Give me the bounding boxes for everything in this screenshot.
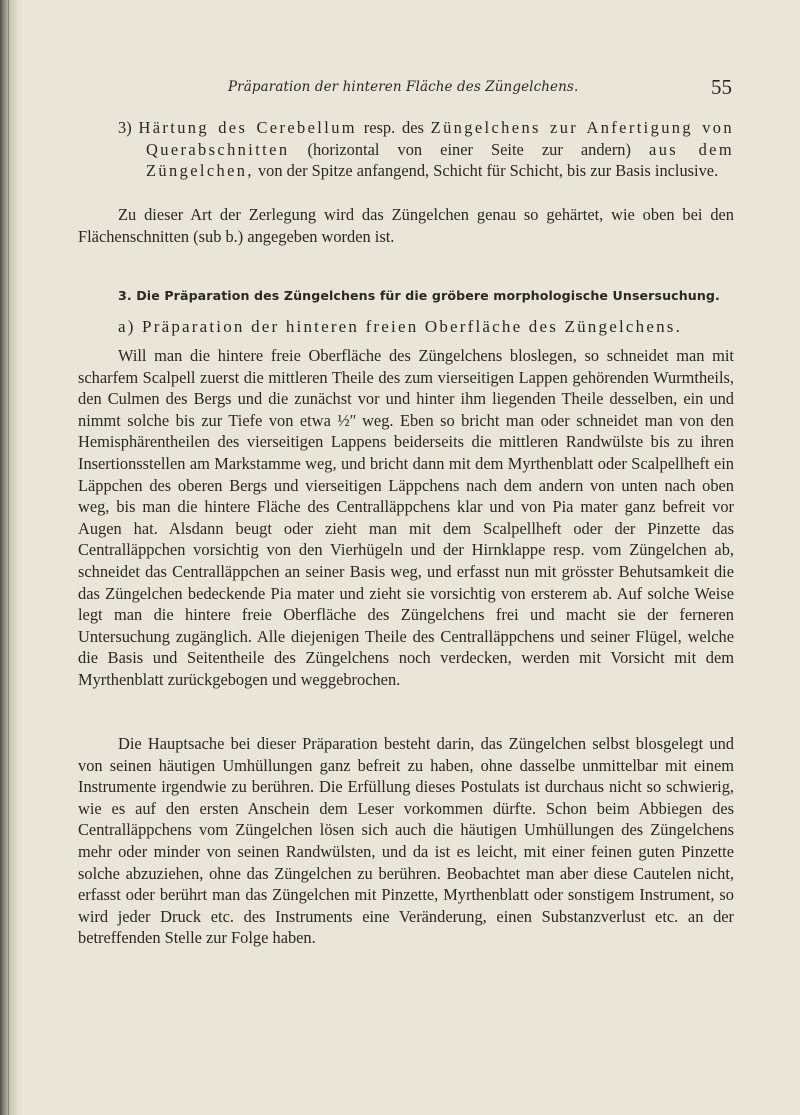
list-item-3-text bbox=[118, 117, 734, 182]
paragraph-1-text: Zu dieser Art der Zerlegung wird das Züngelchen genau so gehärtet, wie oben bei den Flächenschnitten (sub b.) angegeben worden ist. bbox=[78, 205, 734, 246]
spaced-term-2: Züngelchens zur Anfertigung von Querabschnitten bbox=[146, 118, 734, 159]
item-text-3: von der Spitze anfangend, Schicht für Schicht, bis zur Basis inclusive. bbox=[253, 161, 719, 181]
page-binding-line bbox=[8, 0, 9, 1115]
section-heading: 3. Die Präparation des Züngelchens für die gröbere morphologische Unsersuchung. bbox=[118, 288, 720, 303]
sub-heading: a) Präparation der hinteren freien Oberfläche des Züngelchens. bbox=[118, 317, 683, 336]
paragraph-1 bbox=[78, 204, 734, 247]
list-item-3 bbox=[118, 117, 734, 182]
paragraph-2 bbox=[78, 345, 734, 691]
item-text-1: resp. des bbox=[356, 118, 431, 137]
spaced-term-1: Härtung des Cerebellum bbox=[138, 118, 357, 137]
running-head bbox=[78, 77, 734, 101]
running-title: Präparation der hinteren Fläche des Züngelchens. bbox=[228, 79, 579, 95]
paragraph-3 bbox=[78, 733, 734, 949]
paragraph-2-text: Will man die hintere freie Oberfläche des Züngelchens bloslegen, so schneidet man mit scharfem Scalpell zuerst die mittleren Theile des zum vierseitigen Lappen gehörenden Wurmtheils, den Culmen des Bergs und die zunächst vor und hinter ihm liegenden Theile desselben, ein und nimmt solche bis zur Tiefe von etwa ½ʺ weg. Eben so bricht man oder schneidet man von den Hemisphärentheilen des vierseitigen Lappens beiderseits die mittleren Randwülste bis zu ihren Insertionsstellen am Markstamme weg, und bricht dann mit dem Myrthenblatt oder Scalpellheft ein Läppchen des oberen Bergs und vierseitigen Läppchens nach dem andern von unten nach oben weg, bis man die hintere Fläche des Centralläppchens klar und von Pia mater ganz befreit vor Augen hat. Alsdann beugt oder zieht man mit dem Scalpellheft oder der Pinzette das Centralläppchen vorsichtig von den Vierhügeln und der Hirnklappe resp. vom Züngelchen ab, schneidet das Centralläppchen an seiner Basis weg, und erfasst nun mit grösster Behutsamkeit die das Züngelchen bedeckende Pia mater und zieht sie vorsichtig von ersterem ab. Auf solche Weise legt man die hintere freie Oberfläche des Züngelchens frei und macht sie der ferneren Untersuchung zugänglich. Alle diejenigen Theile des Centralläppchens und seiner Flügel, welche die Basis und Seitentheile des Züngelchens noch verdecken, werden mit Vorsicht mit dem Myrthenblatt zurückgebogen und weggebrochen. bbox=[78, 346, 734, 689]
page-binding-shadow bbox=[0, 0, 22, 1115]
spaced-term-3: aus dem Züngelchen, bbox=[146, 139, 734, 181]
item-text-2: (horizontal von einer Seite zur andern) bbox=[289, 139, 650, 159]
paragraph-3-text: Die Hauptsache bei dieser Präparation besteht darin, das Züngelchen selbst blosgelegt und von seinen häutigen Umhüllungen ganz befreit zu haben, ohne dasselbe unmittelbar mit einem Instrumente irgendwie zu berühren. Die Erfüllung dieses Postulats ist durchaus nicht so schwierig, wie es auf den ersten Anschein dem Leser vorkommen dürfte. Schon beim Abbiegen des Centralläppchens vom Züngelchen lösen sich auch die häutigen Umhüllungen des Züngelchens mehr oder minder von seinen Randwülsten, und da ist es leicht, mit einer feinen guten Pinzette solche abzuziehen, ohne das Züngelchen zu berühren. Beobachtet man aber diese Cautelen nicht, erfasst oder berührt man das Züngelchen mit Pinzette, Myrthenblatt oder sonstigem Instrument, so wird jeder Druck etc. des Instruments eine Veränderung, einen Substanzverlust etc. an der betreffenden Stelle zur Folge haben. bbox=[78, 734, 734, 948]
list-item-number: 3) bbox=[118, 118, 132, 137]
page-number: 55 bbox=[711, 75, 732, 99]
